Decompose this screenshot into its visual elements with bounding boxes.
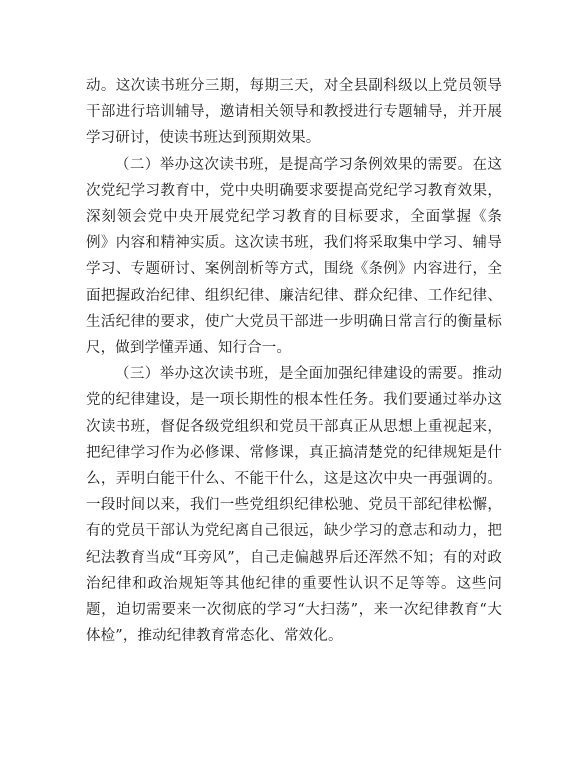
paragraph-section-two: （二）举办这次读书班，是提高学习条例效果的需要。在这次党纪学习教育中，党中央明确要求要提高党纪学习教育效果，深刻领会党中央开展党纪学习教育的目标要求，全面掌握《条例》内容和精神实质。这次读书班，我们将采取集中学习、辅导学习、专题研讨、案例剖析等方式，围绕《条例》内容进行，全面把握政治纪律、组织纪律、廉洁纪律、群众纪律、工作纪律、生活纪律的要求，使广大党员干部进一步明确日常言行的衡量标尺，做到学懂弄通、知行合一。 [86,156,502,357]
document-body [86,73,502,649]
paragraph-section-three: （三）举办这次读书班，是全面加强纪律建设的需要。推动党的纪律建设，是一项长期性的根本性任务。我们要通过举办这次读书班，督促各级党组织和党员干部真正从思想上重视起来，把纪律学习作为必修课、常修课，真正搞清楚党的纪律规矩是什么，弄明白能干什么、不能干什么，这是这次中央一再强调的。一段时间以来，我们一些党组织纪律松驰、党员干部纪律松懈，有的党员干部认为党纪离自己很远，缺少学习的意志和动力，把纪法教育当成“耳旁风”，自己走偏越界后还浑然不知；有的对政治纪律和政治规矩等其他纪律的重要性认识不足等等。这些问题，迫切需要来一次彻底的学习“大扫荡”，来一次纪律教育“大体检”，推动纪律教育常态化、常效化。 [86,366,502,645]
paragraph-continuation: 动。这次读书班分三期，每期三天，对全县副科级以上党员领导干部进行培训辅导，邀请相关领导和教授进行专题辅导，并开展学习研讨，使读书班达到预期效果。 [86,78,502,147]
